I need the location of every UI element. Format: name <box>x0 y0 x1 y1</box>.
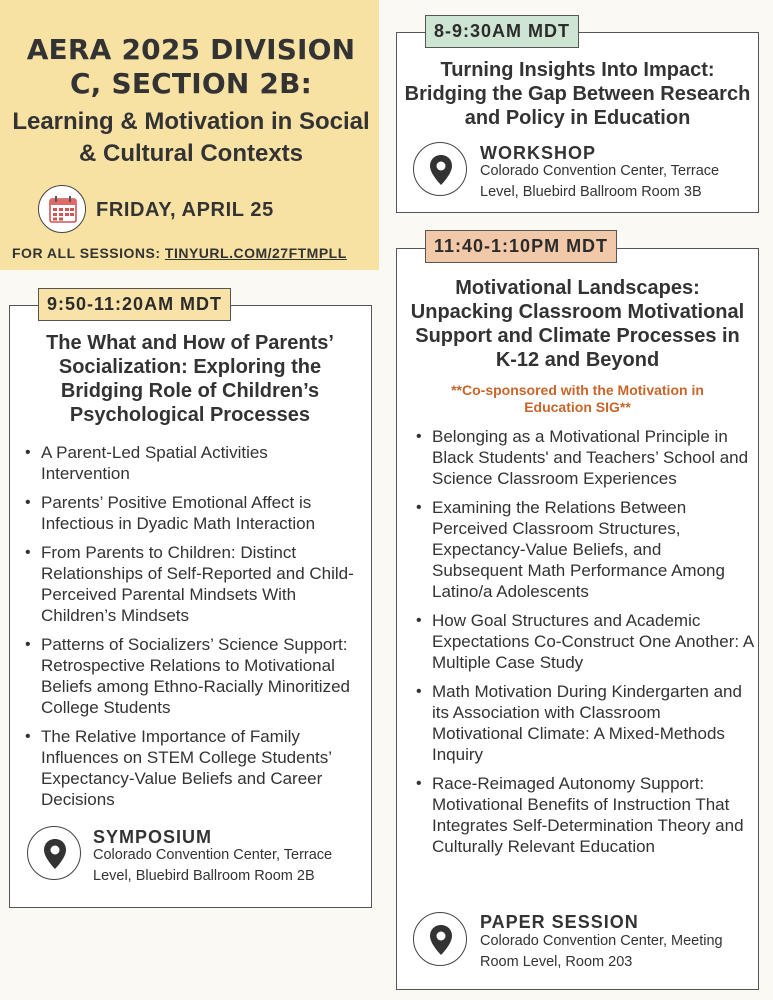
page-subtitle: Learning & Motivation in Social & Cultural Contexts <box>12 108 370 167</box>
header-panel <box>0 0 379 270</box>
calendar-icon <box>38 185 86 233</box>
session-title: Turning Insights Into Impact: Bridging the Gap Between Research and Policy in Education <box>404 59 751 129</box>
presentation-list <box>23 442 359 818</box>
all-sessions-link[interactable]: TINYURL.COM/27FTMPLL <box>164 245 347 261</box>
list-item: • From Parents to Children: Distinct Relationships of Self-Reported and Child-Perceived Parental Mindsets With Children’s Mindsets <box>23 542 359 626</box>
cosponsor-note: **Co-sponsored with the Motivation in Education SIG** <box>451 382 704 415</box>
presentation-list <box>414 426 754 865</box>
all-sessions-line <box>12 245 347 261</box>
session-type: WORKSHOP <box>480 143 596 163</box>
page-title: AERA 2025 DIVISION C, SECTION 2B: <box>26 33 356 100</box>
session-location: Colorado Convention Center, Terrace Level, Bluebird Ballroom Room 2B <box>93 847 333 884</box>
list-item: • Examining the Relations Between Perceived Classroom Structures, Expectancy-Value Beliefs, and Subsequent Math Performance Among Latino/a Adolescents <box>414 497 754 602</box>
list-item: • Patterns of Socializers’ Science Support: Retrospective Relations to Motivational Beliefs among Ethno-Racially Minoritized College Students <box>23 634 359 718</box>
list-item: • Race-Reimaged Autonomy Support: Motivational Benefits of Instruction That Integrates Self-Determination Theory and Culturally Relevant Education <box>414 773 754 857</box>
location-pin-icon <box>27 826 81 880</box>
location-pin-icon <box>413 912 467 966</box>
all-sessions-label: FOR ALL SESSIONS: <box>12 245 161 261</box>
session-location: Colorado Convention Center, Meeting Room Level, Room 203 <box>480 933 723 970</box>
list-item: • Math Motivation During Kindergarten and its Association with Classroom Motivational Climate: A Mixed-Methods Inquiry <box>414 681 754 765</box>
session-time-badge: 9:50-11:20AM MDT <box>38 288 231 321</box>
list-item: • Parents’ Positive Emotional Affect is Infectious in Dyadic Math Interaction <box>23 492 359 534</box>
list-item: • The Relative Importance of Family Influences on STEM College Students’ Expectancy-Value Beliefs and Career Decisions <box>23 726 359 810</box>
list-item: • A Parent-Led Spatial Activities Intervention <box>23 442 359 484</box>
session-time-badge: 11:40-1:10PM MDT <box>425 230 617 263</box>
event-date: FRIDAY, APRIL 25 <box>96 199 274 221</box>
session-type: PAPER SESSION <box>480 912 639 932</box>
session-title: Motivational Landscapes: Unpacking Classroom Motivational Support and Climate Processes in K-12 and Beyond <box>410 277 745 371</box>
session-time-badge: 8-9:30AM MDT <box>425 15 579 48</box>
location-pin-icon <box>413 142 467 196</box>
list-item: • How Goal Structures and Academic Expectations Co-Construct One Another: A Multiple Case Study <box>414 610 754 673</box>
session-type: SYMPOSIUM <box>93 827 213 847</box>
list-item: • Belonging as a Motivational Principle in Black Students' and Teachers’ School and Science Classroom Experiences <box>414 426 754 489</box>
session-title: The What and How of Parents’ Socialization: Exploring the Bridging Role of Children’s Psychological Processes <box>46 332 334 426</box>
session-location: Colorado Convention Center, Terrace Level, Bluebird Ballroom Room 3B <box>480 163 720 200</box>
